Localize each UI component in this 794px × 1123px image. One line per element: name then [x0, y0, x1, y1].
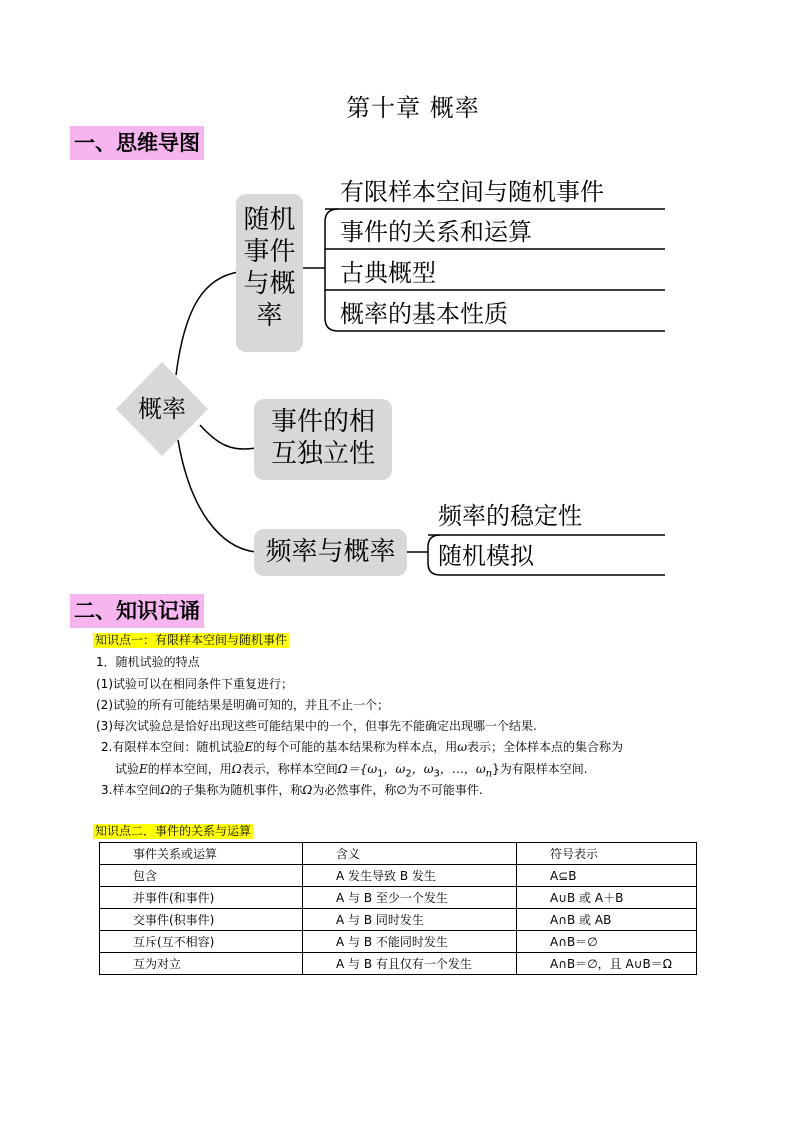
table-cell: 交事件(积事件) — [100, 909, 303, 931]
table-cell: A 与 B 至少一个发生 — [303, 887, 517, 909]
connector-root-branch3 — [178, 440, 256, 552]
branch3-child-label: 随机模拟 — [438, 542, 534, 570]
table-header-cell: 符号表示 — [517, 843, 697, 865]
branch1-child-label: 有限样本空间与随机事件 — [340, 178, 604, 206]
table-cell: A∩B 或 AB — [517, 909, 697, 931]
branch1-child-label: 古典概型 — [340, 259, 436, 287]
branch1-line: 随机 — [243, 205, 296, 235]
table-cell: A⊆B — [517, 865, 697, 887]
table-row — [100, 953, 697, 975]
branch1-line: 与概 — [243, 269, 296, 299]
branch2-node — [254, 399, 392, 480]
table-header-cell: 含义 — [303, 843, 517, 865]
table-header-cell: 事件关系或运算 — [100, 843, 303, 865]
table-cell: A∪B 或 A＋B — [517, 887, 697, 909]
page-title: 第十章 概率 — [346, 94, 480, 122]
section-heading-knowledge: 二、知识记诵 — [70, 594, 204, 628]
kp1-item1-heading: 1．随机试验的特点 — [96, 655, 200, 669]
branch1-node — [236, 194, 303, 352]
kp2-title: 知识点二．事件的关系与运算 — [95, 824, 252, 838]
table-cell: A 发生导致 B 发生 — [303, 865, 517, 887]
table-cell: 包含 — [100, 865, 303, 887]
branch3-node: 频率与概率 — [254, 529, 407, 576]
connector-root-branch2 — [200, 425, 256, 449]
event-relations-table — [99, 842, 697, 975]
root-node-label: 概率 — [138, 395, 186, 423]
table-row — [100, 931, 697, 953]
kp1-point: (1)试验可以在相同条件下重复进行； — [96, 677, 293, 691]
branch1-child-label: 概率的基本性质 — [340, 300, 508, 328]
table-row — [100, 887, 697, 909]
branch1-line: 率 — [256, 301, 283, 331]
kp1-item2-line1: 2.有限样本空间：随机试验E的每个可能的基本结果称为样本点，用ω表示；全体样本点的集合称为 — [101, 740, 624, 754]
table-row — [100, 865, 697, 887]
table-cell: A∩B＝∅，且 A∪B＝Ω — [517, 953, 697, 975]
kp1-point: (2)试验的所有可能结果是明确可知的，并且不止一个； — [96, 698, 390, 712]
table-cell: A 与 B 同时发生 — [303, 909, 517, 931]
branch1-line: 事件 — [243, 237, 296, 267]
table-cell: 互为对立 — [100, 953, 303, 975]
table-cell: 互斥(互不相容) — [100, 931, 303, 953]
connector-root-branch1 — [176, 272, 238, 375]
branch2-line: 互独立性 — [270, 439, 375, 469]
table-cell: A 与 B 有且仅有一个发生 — [303, 953, 517, 975]
table-cell: A∩B＝∅ — [517, 931, 697, 953]
table-header-row — [100, 843, 697, 865]
table-row — [100, 909, 697, 931]
branch1-child-label: 事件的关系和运算 — [340, 218, 532, 246]
table-cell: 并事件(和事件) — [100, 887, 303, 909]
bracket-branch1 — [325, 209, 338, 331]
kp1-title: 知识点一：有限样本空间与随机事件 — [95, 633, 288, 647]
branch3-child-label: 频率的稳定性 — [438, 502, 582, 530]
section-heading-mindmap: 一、思维导图 — [70, 126, 204, 160]
branch2-line: 事件的相 — [270, 407, 375, 437]
kp1-point: (3)每次试验总是恰好出现这些可能结果中的一个，但事先不能确定出现哪一个结果. — [96, 719, 537, 733]
table-cell: A 与 B 不能同时发生 — [303, 931, 517, 953]
kp1-item2-line2: 试验E的样本空间，用Ω表示，称样本空间$\Omega=\{\omega_1$，$\omega_2$，$\omega_3$，…，$\omega_n$}为有限样本空间. — [115, 762, 588, 780]
kp1-item3: 3.样本空间Ω的子集称为随机事件，称Ω为必然事件，称∅为不可能事件. — [101, 783, 483, 797]
